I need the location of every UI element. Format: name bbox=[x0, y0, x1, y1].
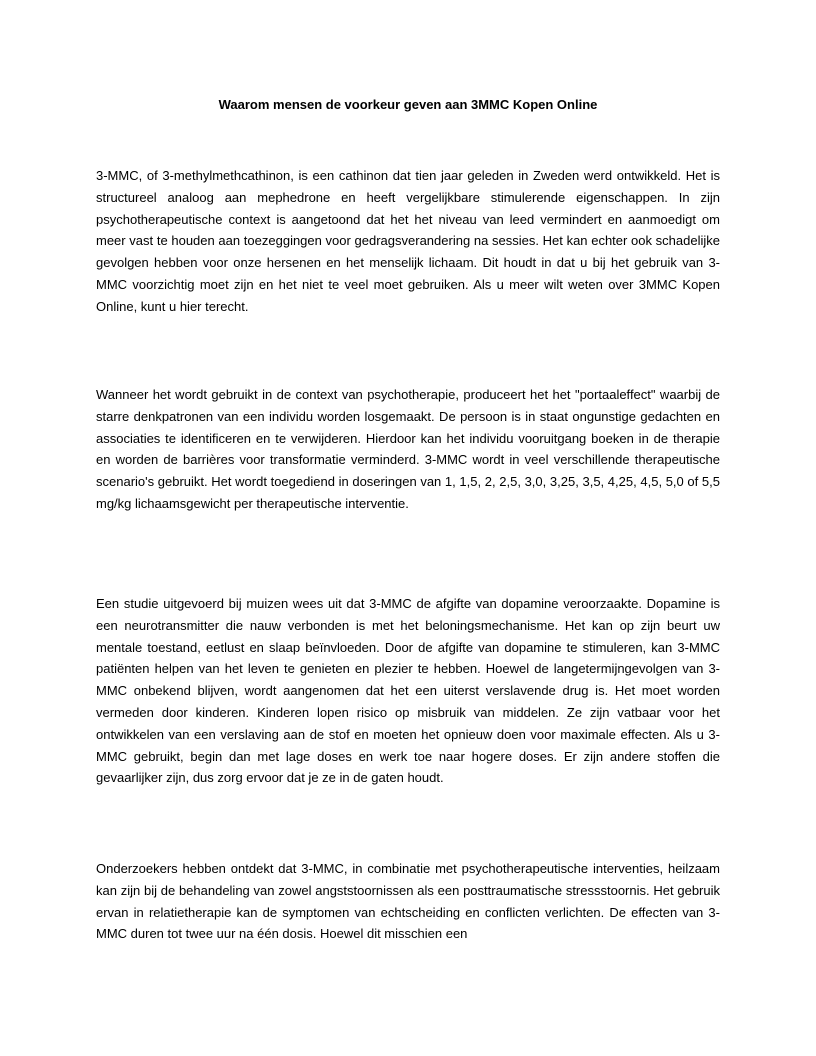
paragraph-1: 3-MMC, of 3-methylmethcathinon, is een cathinon dat tien jaar geleden in Zweden werd ontwikkeld. Het is structureel analoog aan mephedrone en heeft vergelijkbare stimulerende eigenschappen. In zijn psychotherapeutische context is aangetoond dat het het niveau van leed vermindert en aanmoedigt om meer vast te houden aan toezeggingen voor gedragsverandering na sessies. Het kan echter ook schadelijke gevolgen hebben voor onze hersenen en het menselijk lichaam. Dit houdt in dat u bij het gebruik van 3-MMC voorzichtig moet zijn en het niet te veel moet gebruiken. Als u meer wilt weten over 3MMC Kopen Online, kunt u hier terecht. bbox=[96, 168, 720, 314]
paragraph-2: Wanneer het wordt gebruikt in de context van psychotherapie, produceert het het "portaaleffect" waarbij de starre denkpatronen van een individu worden losgemaakt. De persoon is in staat ongunstige gedachten en associaties te identificeren en te verwijderen. Hierdoor kan het individu vooruitgang boeken in de therapie en worden de barrières voor transformatie verminderd. 3-MMC wordt in veel verschillende therapeutische scenario's gebruikt. Het wordt toegediend in doseringen van 1, 1,5, 2, 2,5, 3,0, 3,25, 3,5, 4,25, 4,5, 5,0 of 5,5 mg/kg lichaamsgewicht per therapeutische interventie. bbox=[96, 387, 720, 511]
paragraph-3: Een studie uitgevoerd bij muizen wees uit dat 3-MMC de afgifte van dopamine veroorzaakte. Dopamine is een neurotransmitter die nauw verbonden is met het beloningsmechanisme. Het kan op zijn beurt uw mentale toestand, eetlust en slaap beïnvloeden. Door de afgifte van dopamine te stimuleren, kan 3-MMC patiënten helpen van het leven te genieten en plezier te hebben. Hoewel de langetermijngevolgen van 3-MMC onbekend blijven, wordt aangenomen dat het een uiterst verslavende drug is. Het moet worden vermeden door kinderen. Kinderen lopen risico op misbruik van middelen. Ze zijn vatbaar voor het ontwikkelen van een verslaving aan de stof en moeten het opnieuw doen voor maximale effecten. Als u 3-MMC gebruikt, begin dan met lage doses en werk toe naar hogere doses. Er zijn andere stoffen die gevaarlijker zijn, dus zorg ervoor dat je ze in de gaten houdt. bbox=[96, 596, 720, 786]
document-title: Waarom mensen de voorkeur geven aan 3MMC Kopen Online bbox=[218, 97, 598, 112]
paragraph-4: Onderzoekers hebben ontdekt dat 3-MMC, in combinatie met psychotherapeutische interventies, heilzaam kan zijn bij de behandeling van zowel angststoornissen als een posttraumatische stressstoornis. Het gebruik ervan in relatietherapie kan de symptomen van echtscheiding en conflicten verlichten. De effecten van 3-MMC duren tot twee uur na één dosis. Hoewel dit misschien een bbox=[96, 861, 720, 942]
